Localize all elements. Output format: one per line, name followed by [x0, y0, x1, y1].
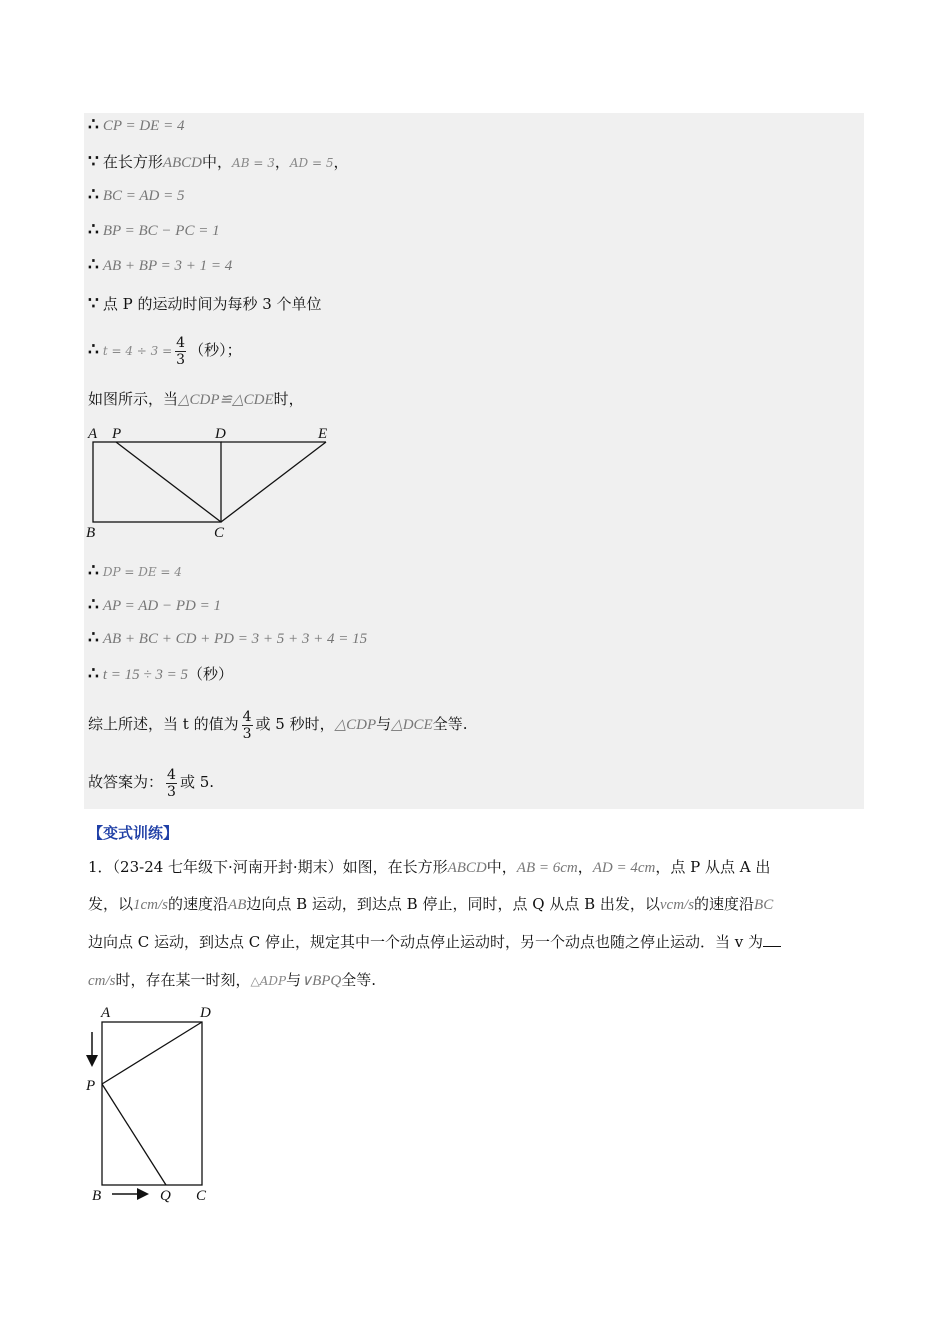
- figure-2-rectangle-diagram: [84, 1002, 234, 1207]
- label-q: Q: [160, 1188, 171, 1204]
- solution-line-2: ∵ 在长方形ABCD中，AB = 3，AD = 5，: [88, 152, 349, 172]
- fraction: $\frac{4}{3}$: [176, 334, 186, 368]
- label-b: B: [92, 1188, 102, 1204]
- because-symbol: ∵: [88, 152, 99, 172]
- therefore-symbol: ∴: [88, 115, 99, 135]
- therefore-symbol: ∴: [88, 220, 99, 240]
- solution-line-12: ∴ t = 15 ÷ 3 = 5（秒）: [88, 664, 233, 684]
- label-b: B: [86, 525, 96, 541]
- label-a: A: [88, 426, 98, 442]
- label-d: D: [215, 426, 226, 442]
- solution-line-14: 故答案为： $\frac{4}{3}$ 或 5.: [88, 766, 215, 800]
- solution-line-11: ∴ AB + BC + CD + PD = 3 + 5 + 3 + 4 = 15: [88, 628, 368, 648]
- label-e: E: [318, 426, 328, 442]
- therefore-symbol: ∴: [88, 628, 99, 648]
- therefore-symbol: ∴: [88, 255, 99, 275]
- therefore-symbol: ∴: [88, 561, 99, 581]
- solution-line-7: ∴ t = 4 ÷ 3 = $\frac{4}{3}$ （秒）；: [88, 334, 242, 368]
- segment-pc: [116, 442, 221, 522]
- answer-blank[interactable]: [763, 932, 781, 947]
- problem-line-1: 1．（23-24 七年级下·河南开封·期末）如图，在长方形ABCD中，AB = 6cm，AD = 4cm，点 P 从点 A 出: [88, 858, 771, 876]
- fraction: $\frac{4}{3}$: [167, 766, 176, 800]
- solution-line-4: ∴ BP = BC − PC = 1: [88, 220, 220, 240]
- fraction: $\frac{4}{3}$: [242, 708, 252, 742]
- label-p: P: [112, 426, 122, 442]
- solution-line-3: ∴ BC = AD = 5: [88, 185, 185, 205]
- segment-pd: [102, 1022, 202, 1084]
- rectangle-abcd: [93, 442, 221, 522]
- label-p: P: [86, 1078, 96, 1094]
- therefore-symbol: ∴: [88, 664, 99, 684]
- problem-line-4: cm/s时，存在某一时刻，△ADP与∨BPQ全等.: [88, 971, 377, 989]
- segment-ec: [221, 442, 326, 522]
- label-c: C: [196, 1188, 207, 1204]
- therefore-symbol: ∴: [88, 595, 99, 615]
- segment-pq: [102, 1084, 166, 1185]
- problem-line-2: 发，以1cm/s的速度沿AB边向点 B 运动，到达点 B 停止，同时，点 Q 从点 B 出发，以vcm/s的速度沿BC: [88, 895, 774, 913]
- solution-line-5: ∴ AB + BP = 3 + 1 = 4: [88, 255, 233, 275]
- solution-line-1: ∴ CP = DE = 4: [88, 115, 185, 135]
- solution-line-10: ∴ AP = AD − PD = 1: [88, 595, 221, 615]
- figure-1-rectangle-diagram: [84, 422, 344, 544]
- label-c: C: [214, 525, 225, 541]
- label-a: A: [101, 1005, 111, 1021]
- label-d: D: [200, 1005, 211, 1021]
- therefore-symbol: ∴: [88, 340, 99, 360]
- because-symbol: ∵: [88, 294, 99, 314]
- rectangle-abcd: [102, 1022, 202, 1185]
- therefore-symbol: ∴: [88, 185, 99, 205]
- solution-line-9: ∴ DP = DE = 4: [88, 561, 182, 581]
- section-title: 【变式训练】: [88, 824, 179, 842]
- problem-line-3: 边向点 C 运动，到达点 C 停止，规定其中一个动点停止运动时，另一个动点也随之停止运动．当 v 为: [88, 924, 868, 961]
- solution-line-13: 综上所述，当 t 的值为 $\frac{4}{3}$ 或 5 秒时，△CDP与△DCE全等.: [88, 708, 468, 742]
- solution-line-6: ∵ 点 P 的运动时间为每秒 3 个单位: [88, 294, 322, 314]
- solution-line-8: 如图所示，当△CDP≌△CDE时，: [88, 390, 304, 408]
